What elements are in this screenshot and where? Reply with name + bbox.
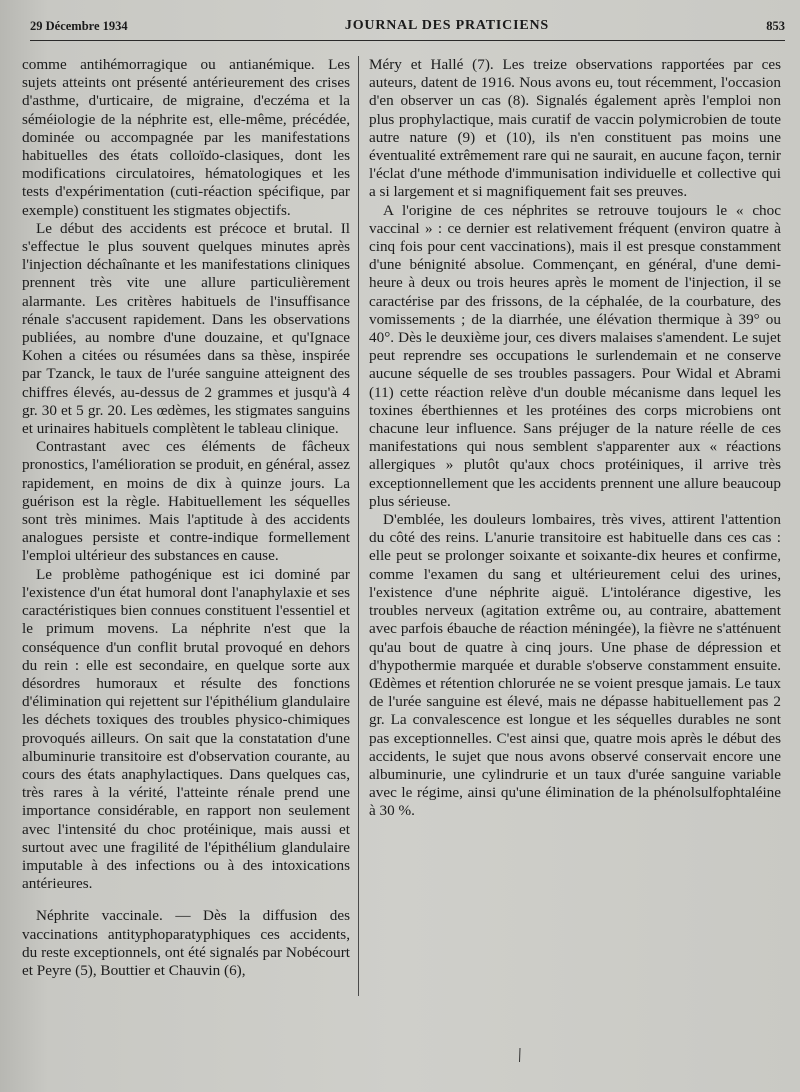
paragraph-nephrite-vaccinale: Néphrite vaccinale. — Dès la diffusion des vaccinations antityphoparatyphiques ces accidents, du reste exceptionnels, ont été signalés par Nobécourt et Peyre (5), Bouttier et Chauvin (6),: [22, 907, 350, 979]
running-header: [30, 14, 785, 41]
column-divider: [358, 56, 359, 996]
paragraph-observations: Méry et Hallé (7). Les treize observations rapportées par ces auteurs, datent de 1916. Nous avons eu, tout récemment, l'occasion d'en observer un cas (8). Signalés également après l'emploi non plus prophylactique, mais curatif de vaccin polymicrobien de toute autre nature (9) et (10), ils n'en constituent pas moins une éventualité extrêmement rare qui ne saurait, en aucune façon, ternir l'éclat d'une méthode d'immunisation individuelle et collective qui a si largement et si magnifiquement fait ses preuves.: [369, 56, 781, 201]
paragraph-pathogenie: Le problème pathogénique est ici dominé par l'existence d'un état humoral dont l'anaphylaxie et ses caractéristiques bien connues constituent l'essentiel et le primum movens. La néphrite n'est que la conséquence d'un conflit brutal provoqué en dehors du rein : elle est secondaire, en quelque sorte aux désordres humoraux et résulte des fonctions d'élimination qui rejettent sur l'épithélium glandulaire les déchets toxiques des troubles physico-chimiques provoqués ailleurs. On sait que la constatation d'une albuminurie transitoire est d'observation courante, au cours des états anaphylactiques. Dans quelques cas, très rares à la vérité, l'atteinte rénale prend une importance considérable, en rapport non seulement avec l'intensité du choc protéinique, mais aussi et surtout avec une fragilité de l'épithélium glandulaire imputable à des infections ou à des intoxications antérieures.: [22, 565, 350, 893]
issue-date: 29 Décembre 1934: [30, 18, 128, 33]
ink-mark: [518, 1048, 522, 1062]
paragraph-choc-vaccinal: A l'origine de ces néphrites se retrouve toujours le « choc vaccinal » : ce dernier est relativement fréquent (environ quatre à cinq fois pour cent vaccinations), mais il est presque constamment d'une bénignité absolue. Commençant, en général, d'une demi-heure à deux ou trois heures après le moment de l'injection, il se caractérise par des frissons, de la céphalée, de la courbature, des vomissements ; de la diarrhée, une élévation thermique à 39° ou 40°. Dès le deuxième jour, ces divers malaises s'amendent. Le sujet peut reprendre ses occupations le surlendemain et ne conserve aucune séquelle de ses troubles passagers. Pour Widal et Abrami (11) cette réaction relève d'un double mécanisme dans lequel les toxines éberthiennes et les protéines des corps microbiens ont chacune leur influence. Sans préjuger de la nature réelle de ces manifestations qui nous semblent s'apparenter aux « réactions allergiques » plutôt qu'aux chocs protéiniques, il arrive très exceptionnellement que les accidents prennent une allure beaucoup plus sérieuse.: [369, 201, 781, 510]
journal-title: JOURNAL DES PRATICIENS: [344, 18, 549, 33]
page-number: 853: [766, 18, 785, 33]
right-column: [369, 56, 781, 1066]
paragraph-pronostic: Contrastant avec ces éléments de fâcheux pronostics, l'amélioration se produit, en général, assez rapidement, en moins de dix à quinze jours. La guérison est la règle. Habituellement les séquelles sont très minimes. Mais l'aptitude à des accidents analogues persiste et contre-indique formellement l'emploi ultérieur des substances en cause.: [22, 438, 350, 565]
paragraph-douleurs-lombaires: D'emblée, les douleurs lombaires, très vives, attirent l'attention du côté des reins. L'anurie transitoire est habituelle dans ces cas : elle peut se prolonger soixante et soixante-dix heures et confirme, comme l'examen du sang et ultérieurement celui des urines, l'existence d'une néphrite aiguë. L'intolérance digestive, les troubles nerveux (agitation extrême ou, au contraire, abattement avec parfois ébauche de réaction méningée), la fièvre ne s'atténuent qu'au bout de quatre à cinq jours. Une phase de dépression et d'hypothermie marquée et durable s'observe constamment ensuite. Œdèmes et rétention chlorurée ne se voient presque jamais. Le taux de l'urée sanguine est élevé, mais ne dépasse habituellement pas 2 gr. La convalescence est longue et les séquelles durables ne sont pas exceptionnelles. C'est ainsi que, quatre mois après le début des accidents, le sujet que nous avons observé conservait encore une albuminurie, une cylindrurie et un taux d'urée sanguine variable avec le régime, ainsi qu'une élimination de la phénolsulfophtaléine à 30 %.: [369, 511, 781, 820]
left-column: [22, 56, 350, 1066]
paragraph-antihemorragique: comme antihémorragique ou antianémique. Les sujets atteints ont présenté antérieurement des crises d'asthme, d'urticaire, de migraine, d'eczéma et la séméiologie de la néphrite est, elle-même, précédée, dominée ou accompagnée par les manifestations habituelles des états colloïdo-clasiques, dont les modifications circulatoires, hématologiques et les tests d'expérimentation (cuti-réaction spécifique, par exemple) constituent les stigmates objectifs.: [22, 56, 350, 219]
paragraph-debut-accidents: Le début des accidents est précoce et brutal. Il s'effectue le plus souvent quelques minutes après l'injection déchaînante et les manifestations cliniques prennent très vite une allure particulièrement alarmante. Les critères habituels de l'insuffisance rénale s'accusent rapidement. Dans les observations publiées, au nombre d'une douzaine, et qu'Ignace Kohen a citées ou résumées dans sa thèse, inspirée par Tzanck, le taux de l'urée sanguine atteignent des chiffres élevés, au-dessus de 2 grammes et jusqu'à 4 gr. 30 et 5 gr. 20. Les œdèmes, les stigmates sanguins et urinaires habituels complètent le tableau clinique.: [22, 219, 350, 438]
